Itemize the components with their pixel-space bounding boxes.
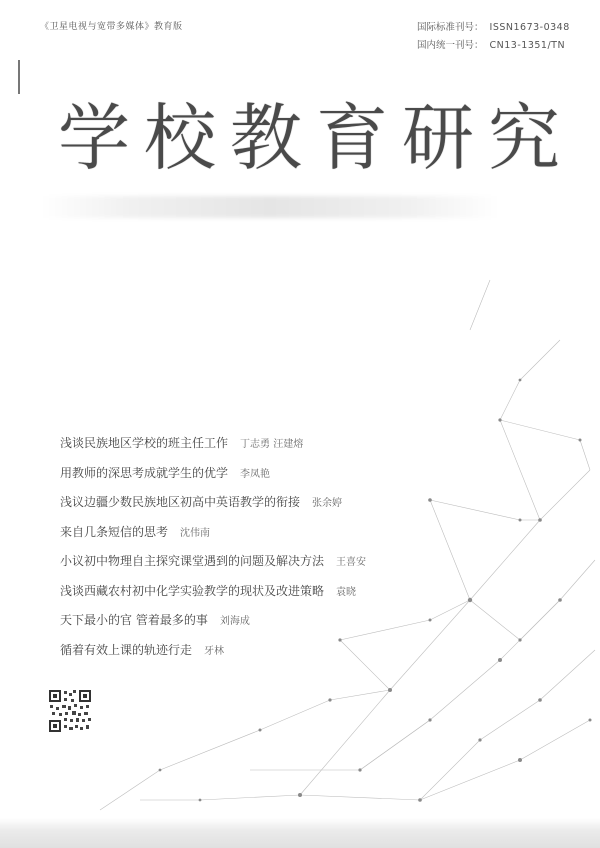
scan-bottom-shadow (0, 818, 600, 848)
journal-title: 学校教育研究 (58, 96, 575, 180)
toc-author: 张余婷 (312, 498, 343, 509)
toc-item (60, 582, 540, 612)
toc-author: 李凤艳 (240, 468, 271, 480)
toc-title: 天下最小的官 管着最多的事 (60, 613, 208, 627)
source-label: 《卫星电视与宽带多媒体》教育版 (40, 22, 183, 32)
domestic-cn-label: 国内统一刊号： (417, 40, 484, 51)
toc-author: 丁志勇 汪建熔 (240, 439, 304, 450)
table-of-contents (60, 434, 540, 670)
toc-title: 浅谈西藏农村初中化学实验教学的现状及改进策略 (60, 583, 325, 598)
toc-item (60, 641, 540, 671)
toc-item (60, 464, 540, 494)
toc-title: 浅谈民族地区学校的班主任工作 (60, 436, 229, 450)
toc-title: 浅议边疆少数民族地区初高中英语教学的衔接 (60, 495, 301, 509)
faint-banner-band (40, 196, 500, 218)
intl-issn-row (417, 19, 570, 37)
scan-edge-mark (18, 60, 20, 94)
toc-title: 循着有效上课的轨迹行走 (60, 642, 193, 657)
toc-author: 袁晓 (336, 586, 357, 598)
toc-author: 刘海成 (219, 616, 250, 627)
toc-author: 王喜安 (336, 557, 367, 568)
toc-item (60, 493, 540, 523)
toc-item (60, 611, 540, 641)
toc-author: 沈伟南 (180, 527, 211, 539)
toc-item (60, 434, 540, 464)
toc-author: 牙林 (204, 645, 225, 657)
intl-issn-value: ISSN1673-0348 (489, 22, 570, 33)
qr-code-icon (48, 689, 92, 733)
domestic-cn-value: CN13-1351/TN (489, 40, 566, 51)
domestic-cn-row (417, 37, 570, 55)
issn-block (417, 19, 570, 55)
intl-issn-label: 国际标准刊号： (417, 22, 484, 33)
toc-item (60, 523, 540, 553)
toc-title: 用教师的深思考成就学生的优学 (60, 465, 229, 480)
toc-title: 来自几条短信的思考 (60, 524, 169, 539)
toc-item (60, 552, 540, 582)
toc-title: 小议初中物理自主探究课堂遇到的问题及解决方法 (60, 554, 325, 568)
